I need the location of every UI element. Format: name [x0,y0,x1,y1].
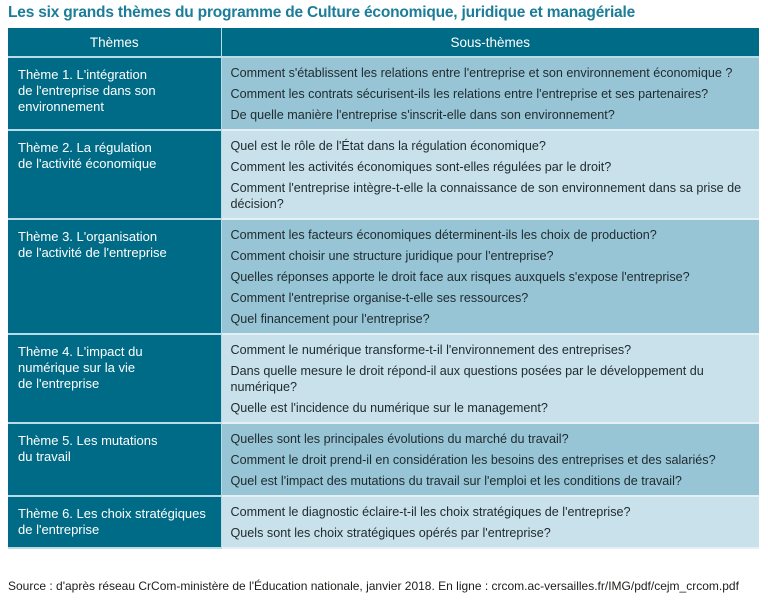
table-row [8,219,759,334]
theme-label-line: Thème 3. L'organisation [18,229,158,244]
document-title: Les six grands thèmes du programme de Culture économique, juridique et managériale [8,4,636,21]
subthemes-cell [221,130,759,219]
table-row [8,130,759,219]
theme-label-line: Thème 4. L'impact du [18,344,143,359]
subtheme-question: Comment s'établissent les relations entre l'entreprise et son environnement économique ? [230,66,733,80]
table-header-row [8,28,759,57]
themes-table [8,28,759,549]
theme-cell [8,130,221,219]
subtheme-question: Comment les facteurs économiques déterminent-ils les choix de production? [230,228,657,242]
table-row [8,334,759,423]
theme-cell [8,423,221,496]
column-header-themes: Thèmes [8,28,221,57]
subtheme-question: Quels sont les choix stratégiques opérés par l'entreprise? [230,526,551,540]
subtheme-question: De quelle manière l'entreprise s'inscrit-elle dans son environnement? [230,108,615,122]
subtheme-question: Comment l'entreprise intègre-t-elle la connaissance de son environnement dans sa prise de décision? [230,181,742,211]
theme-label-line: numérique sur la vie [18,360,136,375]
subtheme-question: Quelles réponses apporte le droit face aux risques auxquels s'expose l'entreprise? [230,270,690,284]
subtheme-question: Comment les contrats sécurisent-ils les relations entre l'entreprise et ses partenaires? [230,87,709,101]
theme-label-line: Thème 2. La régulation [18,140,152,155]
subtheme-question: Comment choisir une structure juridique pour l'entreprise? [230,249,554,263]
theme-label-line: de l'entreprise [18,376,100,391]
theme-label-line: de l'entreprise [18,522,100,537]
subtheme-question: Quelles sont les principales évolutions du marché du travail? [230,432,569,446]
subtheme-question: Quelle est l'incidence du numérique sur le management? [230,401,548,415]
subtheme-question: Comment l'entreprise organise-t-elle ses ressources? [230,291,529,305]
subtheme-question: Dans quelle mesure le droit répond-il aux questions posées par le développement du numérique? [230,364,704,394]
table-row [8,423,759,496]
theme-label-line: Thème 6. Les choix stratégiques [18,506,206,521]
subthemes-cell [221,423,759,496]
table-row [8,57,759,130]
table-row [8,496,759,548]
theme-cell [8,496,221,548]
theme-label-line: du travail [18,449,71,464]
theme-cell [8,334,221,423]
subthemes-cell [221,57,759,130]
theme-label-line: de l'entreprise dans son [18,83,156,98]
subtheme-question: Comment le numérique transforme-t-il l'environnement des entreprises? [230,343,632,357]
theme-label-line: de l'activité économique [18,156,157,171]
subtheme-question: Quel est le rôle de l'État dans la régulation économique? [230,139,546,153]
subthemes-cell [221,334,759,423]
subtheme-question: Comment le droit prend-il en considération les besoins des entreprises et des salariés? [230,453,716,467]
theme-label-line: environnement [18,99,104,114]
theme-label-line: Thème 1. L'intégration [18,67,147,82]
theme-cell [8,57,221,130]
column-header-subthemes: Sous-thèmes [221,28,759,57]
subtheme-question: Quel est l'impact des mutations du travail sur l'emploi et les conditions de travail? [230,474,682,488]
subtheme-question: Comment les activités économiques sont-elles régulées par le droit? [230,160,612,174]
subtheme-question: Quel financement pour l'entreprise? [230,312,430,326]
subthemes-cell [221,219,759,334]
subtheme-question: Comment le diagnostic éclaire-t-il les choix stratégiques de l'entreprise? [230,505,631,519]
theme-label-line: Thème 5. Les mutations [18,433,158,448]
source-citation: Source : d'après réseau CrCom-ministère de l'Éducation nationale, janvier 2018. En ligne : crcom.ac-versailles.fr/IMG/pdf/cejm_crcom.pdf [8,579,739,593]
theme-cell [8,219,221,334]
subthemes-cell [221,496,759,548]
theme-label-line: de l'activité de l'entreprise [18,245,167,260]
